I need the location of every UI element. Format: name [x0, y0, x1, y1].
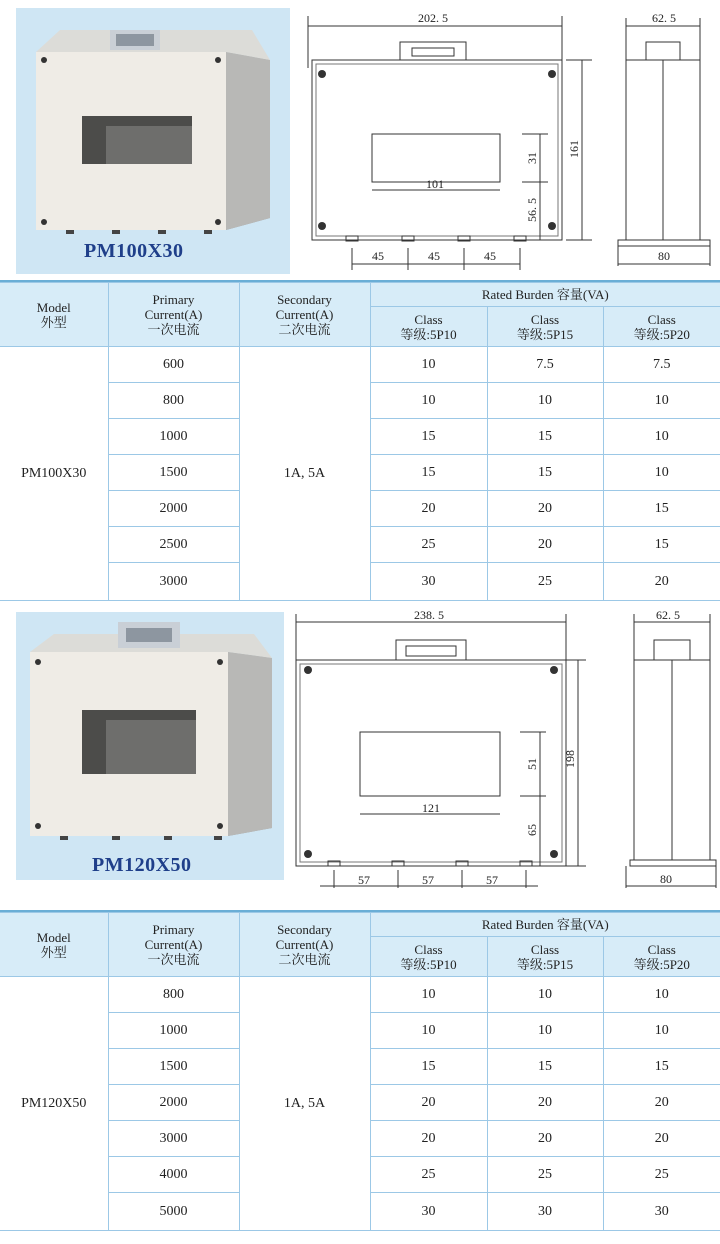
dim-window-height: 31	[525, 152, 539, 164]
header-burden: Rated Burden 容量(VA)	[370, 283, 720, 307]
burden-5p10-cell: 10	[370, 347, 487, 383]
burden-5p20-cell: 10	[603, 455, 720, 491]
primary-cell: 3000	[108, 1121, 239, 1157]
burden-5p10-cell: 30	[370, 563, 487, 601]
primary-cell: 3000	[108, 563, 239, 601]
primary-cell: 600	[108, 347, 239, 383]
primary-cell: 4000	[108, 1157, 239, 1193]
dim-spacing-1: 45	[372, 249, 384, 263]
burden-5p20-cell: 7.5	[603, 347, 720, 383]
model-cell: PM120X50	[0, 977, 108, 1231]
header-primary: Primary Current(A) 一次电流	[108, 283, 239, 347]
burden-5p20-cell: 20	[603, 563, 720, 601]
burden-5p10-cell: 15	[370, 455, 487, 491]
burden-5p15-cell: 20	[487, 1121, 603, 1157]
burden-5p10-cell: 20	[370, 1085, 487, 1121]
header-class-5p15: Class 等级:5P15	[487, 937, 603, 977]
header-burden: Rated Burden 容量(VA)	[370, 913, 720, 937]
primary-cell: 800	[108, 977, 239, 1013]
model-title: PM100X30	[84, 240, 184, 262]
burden-5p15-cell: 25	[487, 563, 603, 601]
transformer-illustration	[16, 612, 284, 880]
model-cell: PM100X30	[0, 347, 108, 601]
primary-cell: 2500	[108, 527, 239, 563]
dim-spacing-3: 45	[484, 249, 496, 263]
model-title: PM120X50	[92, 854, 192, 876]
burden-5p20-cell: 25	[603, 1157, 720, 1193]
primary-cell: 1500	[108, 455, 239, 491]
dim-window-width: 121	[422, 801, 440, 815]
primary-cell: 2000	[108, 1085, 239, 1121]
dim-width: 202. 5	[418, 11, 448, 25]
burden-5p10-cell: 10	[370, 977, 487, 1013]
burden-5p15-cell: 30	[487, 1193, 603, 1231]
primary-cell: 1000	[108, 1013, 239, 1049]
burden-5p10-cell: 15	[370, 1049, 487, 1085]
burden-5p20-cell: 15	[603, 491, 720, 527]
burden-5p15-cell: 7.5	[487, 347, 603, 383]
burden-5p15-cell: 15	[487, 419, 603, 455]
dim-spacing-2: 45	[428, 249, 440, 263]
burden-5p20-cell: 10	[603, 977, 720, 1013]
burden-5p10-cell: 30	[370, 1193, 487, 1231]
dim-depth-base: 80	[658, 249, 670, 263]
burden-5p15-cell: 15	[487, 1049, 603, 1085]
burden-5p10-cell: 25	[370, 527, 487, 563]
primary-cell: 5000	[108, 1193, 239, 1231]
burden-5p15-cell: 10	[487, 1013, 603, 1049]
spec-table-pm100x30	[0, 282, 720, 601]
primary-cell: 1500	[108, 1049, 239, 1085]
burden-5p20-cell: 10	[603, 1013, 720, 1049]
header-class-5p10: Class 等级:5P10	[370, 937, 487, 977]
dim-depth: 62. 5	[656, 608, 680, 622]
dimension-drawing-front	[290, 608, 600, 890]
burden-5p20-cell: 20	[603, 1121, 720, 1157]
dim-depth-base: 80	[660, 872, 672, 886]
header-model: Model 外型	[0, 913, 108, 977]
header-class-5p20: Class 等级:5P20	[603, 307, 720, 347]
dim-height: 198	[563, 750, 577, 768]
burden-5p15-cell: 10	[487, 383, 603, 419]
spec-table-pm120x50	[0, 912, 720, 1231]
product-photo-pm100x30	[16, 8, 290, 274]
burden-5p20-cell: 20	[603, 1085, 720, 1121]
header-class-5p20: Class 等级:5P20	[603, 937, 720, 977]
dim-width: 238. 5	[414, 608, 444, 622]
burden-5p20-cell: 15	[603, 527, 720, 563]
dimension-drawing-side	[608, 8, 718, 274]
burden-5p20-cell: 15	[603, 1049, 720, 1085]
dim-spacing-2: 57	[422, 873, 434, 887]
header-secondary: Secondary Current(A) 二次电流	[239, 283, 370, 347]
primary-cell: 1000	[108, 419, 239, 455]
burden-5p10-cell: 25	[370, 1157, 487, 1193]
burden-5p15-cell: 15	[487, 455, 603, 491]
burden-5p15-cell: 10	[487, 977, 603, 1013]
burden-5p20-cell: 30	[603, 1193, 720, 1231]
primary-cell: 2000	[108, 491, 239, 527]
header-class-5p15: Class 等级:5P15	[487, 307, 603, 347]
table-row	[0, 347, 720, 383]
dim-spacing-3: 57	[486, 873, 498, 887]
burden-5p10-cell: 10	[370, 1013, 487, 1049]
dimension-drawing-side	[620, 608, 720, 890]
table-row	[0, 977, 720, 1013]
secondary-cell: 1A, 5A	[239, 347, 370, 601]
burden-5p15-cell: 20	[487, 527, 603, 563]
transformer-illustration	[16, 8, 290, 274]
burden-5p15-cell: 20	[487, 1085, 603, 1121]
dim-spacing-1: 57	[358, 873, 370, 887]
burden-5p10-cell: 20	[370, 491, 487, 527]
secondary-cell: 1A, 5A	[239, 977, 370, 1231]
product-photo-pm120x50	[16, 612, 284, 880]
dim-window-height: 51	[525, 758, 539, 770]
burden-5p10-cell: 20	[370, 1121, 487, 1157]
dim-height: 161	[567, 140, 581, 158]
burden-5p10-cell: 10	[370, 383, 487, 419]
burden-5p15-cell: 20	[487, 491, 603, 527]
header-primary: Primary Current(A) 一次电流	[108, 913, 239, 977]
header-class-5p10: Class 等级:5P10	[370, 307, 487, 347]
dim-window-offset: 56. 5	[525, 198, 539, 222]
burden-5p20-cell: 10	[603, 383, 720, 419]
dimension-drawing-front	[300, 8, 600, 274]
burden-5p15-cell: 25	[487, 1157, 603, 1193]
primary-cell: 800	[108, 383, 239, 419]
header-secondary: Secondary Current(A) 二次电流	[239, 913, 370, 977]
dim-window-offset: 65	[525, 824, 539, 836]
header-model: Model 外型	[0, 283, 108, 347]
dim-depth: 62. 5	[652, 11, 676, 25]
burden-5p10-cell: 15	[370, 419, 487, 455]
burden-5p20-cell: 10	[603, 419, 720, 455]
dim-window-width: 101	[426, 177, 444, 191]
